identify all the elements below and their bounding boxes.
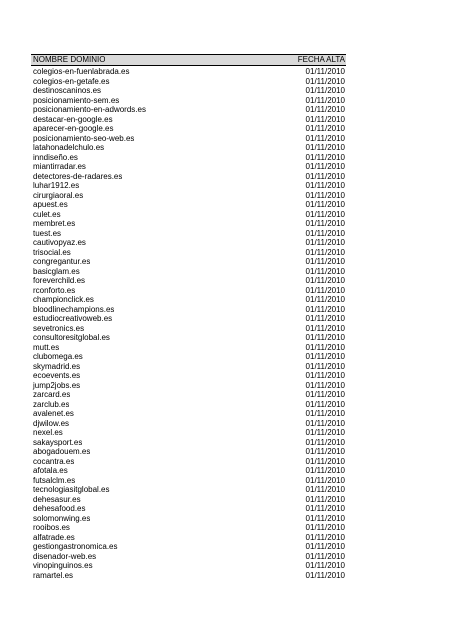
date-cell: 01/11/2010 [305, 494, 345, 504]
domain-cell: colegios-en-getafe.es [33, 76, 110, 86]
date-cell: 01/11/2010 [305, 456, 345, 466]
domain-cell: gestiongastronomica.es [33, 542, 118, 551]
table-row [31, 523, 346, 533]
domain-cell: consultoresitglobal.es [33, 333, 110, 342]
table-row [31, 115, 346, 125]
date-cell: 01/11/2010 [305, 314, 345, 323]
table-row [31, 200, 346, 210]
date-cell: 01/11/2010 [305, 409, 345, 418]
table-row [31, 276, 346, 286]
date-cell: 01/11/2010 [305, 181, 345, 190]
date-cell: 01/11/2010 [305, 532, 345, 542]
date-cell: 01/11/2010 [305, 570, 345, 580]
domain-cell: luhar1912.es [33, 181, 80, 190]
date-cell: 01/11/2010 [305, 466, 345, 475]
table-row [31, 324, 346, 334]
domain-cell: clubomega.es [33, 352, 83, 361]
domain-cell: abogadouem.es [33, 447, 91, 456]
date-cell: 01/11/2010 [305, 219, 345, 228]
table-row [31, 96, 346, 106]
date-cell: 01/11/2010 [305, 200, 345, 209]
date-cell: 01/11/2010 [305, 523, 345, 532]
domain-cell: apuest.es [33, 200, 68, 209]
table-row [31, 428, 346, 438]
date-cell: 01/11/2010 [305, 399, 345, 409]
domain-cell: bloodlinechampions.es [33, 304, 115, 314]
date-cell: 01/11/2010 [305, 86, 345, 95]
date-cell: 01/11/2010 [305, 209, 345, 219]
date-cell: 01/11/2010 [305, 390, 345, 399]
table-body [31, 67, 346, 580]
domain-cell: alfatrade.es [33, 532, 75, 542]
domain-cell: detectores-de-radares.es [33, 171, 123, 181]
date-cell: 01/11/2010 [305, 361, 345, 371]
domain-cell: estudiocreativoweb.es [33, 314, 113, 323]
domain-cell: nexel.es [33, 428, 63, 437]
column-header-domain: NOMBRE DOMINIO [33, 55, 106, 64]
domain-cell: zarcard.es [33, 390, 71, 399]
table-row [31, 514, 346, 524]
domain-cell: tecnologiasitglobal.es [33, 485, 110, 494]
domain-cell: posicionamiento-seo-web.es [33, 133, 135, 143]
table-row [31, 134, 346, 144]
date-cell: 01/11/2010 [305, 551, 345, 561]
date-cell: 01/11/2010 [305, 238, 345, 247]
domain-cell: rooibos.es [33, 523, 70, 532]
domain-cell: mutt.es [33, 342, 60, 352]
domain-cell: championclick.es [33, 295, 94, 304]
domain-cell: sevetronics.es [33, 323, 85, 333]
column-header-date: FECHA ALTA [297, 55, 345, 64]
date-cell: 01/11/2010 [305, 257, 345, 266]
table-row [31, 219, 346, 229]
date-cell: 01/11/2010 [305, 447, 345, 456]
date-cell: 01/11/2010 [305, 561, 345, 570]
date-cell: 01/11/2010 [305, 323, 345, 333]
domain-cell: culet.es [33, 209, 61, 219]
table-row [31, 561, 346, 571]
domain-cell: avalenet.es [33, 409, 74, 418]
date-cell: 01/11/2010 [305, 247, 345, 257]
table-row [31, 191, 346, 201]
table-row [31, 295, 346, 305]
table-row [31, 314, 346, 324]
table-row [31, 257, 346, 267]
table-row [31, 305, 346, 315]
date-cell: 01/11/2010 [305, 504, 345, 513]
domain-cell: sakaysport.es [33, 437, 83, 447]
domain-cell: cocantra.es [33, 456, 75, 466]
table-row [31, 162, 346, 172]
domain-cell: colegios-en-fuenlabrada.es [33, 67, 130, 76]
domain-cell: latahonadelchulo.es [33, 143, 105, 152]
date-cell: 01/11/2010 [305, 114, 345, 124]
date-cell: 01/11/2010 [305, 418, 345, 428]
date-cell: 01/11/2010 [305, 285, 345, 295]
table-row [31, 238, 346, 248]
table-row [31, 381, 346, 391]
domain-cell: foreverchild.es [33, 276, 86, 285]
table-row [31, 229, 346, 239]
domain-cell: miantirradar.es [33, 162, 86, 171]
table-row [31, 409, 346, 419]
date-cell: 01/11/2010 [305, 162, 345, 171]
table-row [31, 438, 346, 448]
date-cell: 01/11/2010 [305, 380, 345, 390]
table-row [31, 466, 346, 476]
table-header [31, 54, 346, 66]
table-row [31, 390, 346, 400]
date-cell: 01/11/2010 [305, 333, 345, 342]
table-row [31, 352, 346, 362]
table-row [31, 571, 346, 581]
date-cell: 01/11/2010 [305, 133, 345, 143]
table-row [31, 447, 346, 457]
domain-cell: inndiseño.es [33, 152, 78, 162]
table-row [31, 77, 346, 87]
domain-cell: ecoevents.es [33, 371, 81, 380]
date-cell: 01/11/2010 [305, 171, 345, 181]
table-row [31, 210, 346, 220]
table-row [31, 504, 346, 514]
table-row [31, 67, 346, 77]
domain-cell: futsalclm.es [33, 475, 76, 485]
table-row [31, 333, 346, 343]
table-row [31, 400, 346, 410]
date-cell: 01/11/2010 [305, 228, 345, 238]
domain-cell: djwilow.es [33, 418, 70, 428]
domain-cell: skymadrid.es [33, 361, 81, 371]
domain-cell: aparecer-en-google.es [33, 124, 114, 133]
date-cell: 01/11/2010 [305, 95, 345, 105]
domain-cell: posicionamiento-en-adwords.es [33, 105, 146, 114]
table-row [31, 457, 346, 467]
date-cell: 01/11/2010 [305, 105, 345, 114]
domain-cell: vinopinguinos.es [33, 561, 93, 570]
table-row [31, 476, 346, 486]
domain-cell: congregantur.es [33, 257, 91, 266]
date-cell: 01/11/2010 [305, 475, 345, 485]
table-row [31, 105, 346, 115]
domain-cell: destacar-en-google.es [33, 114, 113, 124]
table-row [31, 153, 346, 163]
date-cell: 01/11/2010 [305, 513, 345, 523]
date-cell: 01/11/2010 [305, 295, 345, 304]
domain-cell: trisocial.es [33, 247, 71, 257]
table-row [31, 86, 346, 96]
domain-cell: membret.es [33, 219, 76, 228]
date-cell: 01/11/2010 [305, 352, 345, 361]
table-row [31, 286, 346, 296]
table-row [31, 362, 346, 372]
table-row [31, 485, 346, 495]
table-row [31, 343, 346, 353]
date-cell: 01/11/2010 [305, 485, 345, 494]
domain-cell: disenador-web.es [33, 551, 97, 561]
date-cell: 01/11/2010 [305, 428, 345, 437]
domain-cell: jump2jobs.es [33, 380, 81, 390]
domain-cell: destinoscaninos.es [33, 86, 102, 95]
domain-cell: cautivopyaz.es [33, 238, 86, 247]
domain-cell: ramartel.es [33, 570, 74, 580]
table-row [31, 495, 346, 505]
domain-cell: tuest.es [33, 228, 62, 238]
date-cell: 01/11/2010 [305, 437, 345, 447]
domain-cell: basicglam.es [33, 266, 80, 276]
date-cell: 01/11/2010 [305, 152, 345, 162]
table-row [31, 552, 346, 562]
domain-cell: posicionamiento-sem.es [33, 95, 120, 105]
domain-cell: cirurgiaoral.es [33, 190, 84, 200]
date-cell: 01/11/2010 [305, 76, 345, 86]
date-cell: 01/11/2010 [305, 190, 345, 200]
table-row [31, 419, 346, 429]
date-cell: 01/11/2010 [305, 143, 345, 152]
table-row [31, 371, 346, 381]
domain-cell: solomonwing.es [33, 513, 91, 523]
table-row [31, 172, 346, 182]
domain-cell: dehesasur.es [33, 494, 81, 504]
date-cell: 01/11/2010 [305, 266, 345, 276]
table-row [31, 124, 346, 134]
domain-cell: zarclub.es [33, 399, 70, 409]
table-row [31, 181, 346, 191]
date-cell: 01/11/2010 [305, 67, 345, 76]
date-cell: 01/11/2010 [305, 304, 345, 314]
domain-table [31, 54, 346, 580]
table-row [31, 542, 346, 552]
date-cell: 01/11/2010 [305, 371, 345, 380]
domain-cell: rconforto.es [33, 285, 76, 295]
date-cell: 01/11/2010 [305, 276, 345, 285]
table-row [31, 248, 346, 258]
table-row [31, 533, 346, 543]
table-row [31, 267, 346, 277]
table-row [31, 143, 346, 153]
date-cell: 01/11/2010 [305, 342, 345, 352]
date-cell: 01/11/2010 [305, 124, 345, 133]
domain-cell: afotala.es [33, 466, 68, 475]
domain-cell: dehesafood.es [33, 504, 86, 513]
date-cell: 01/11/2010 [305, 542, 345, 551]
